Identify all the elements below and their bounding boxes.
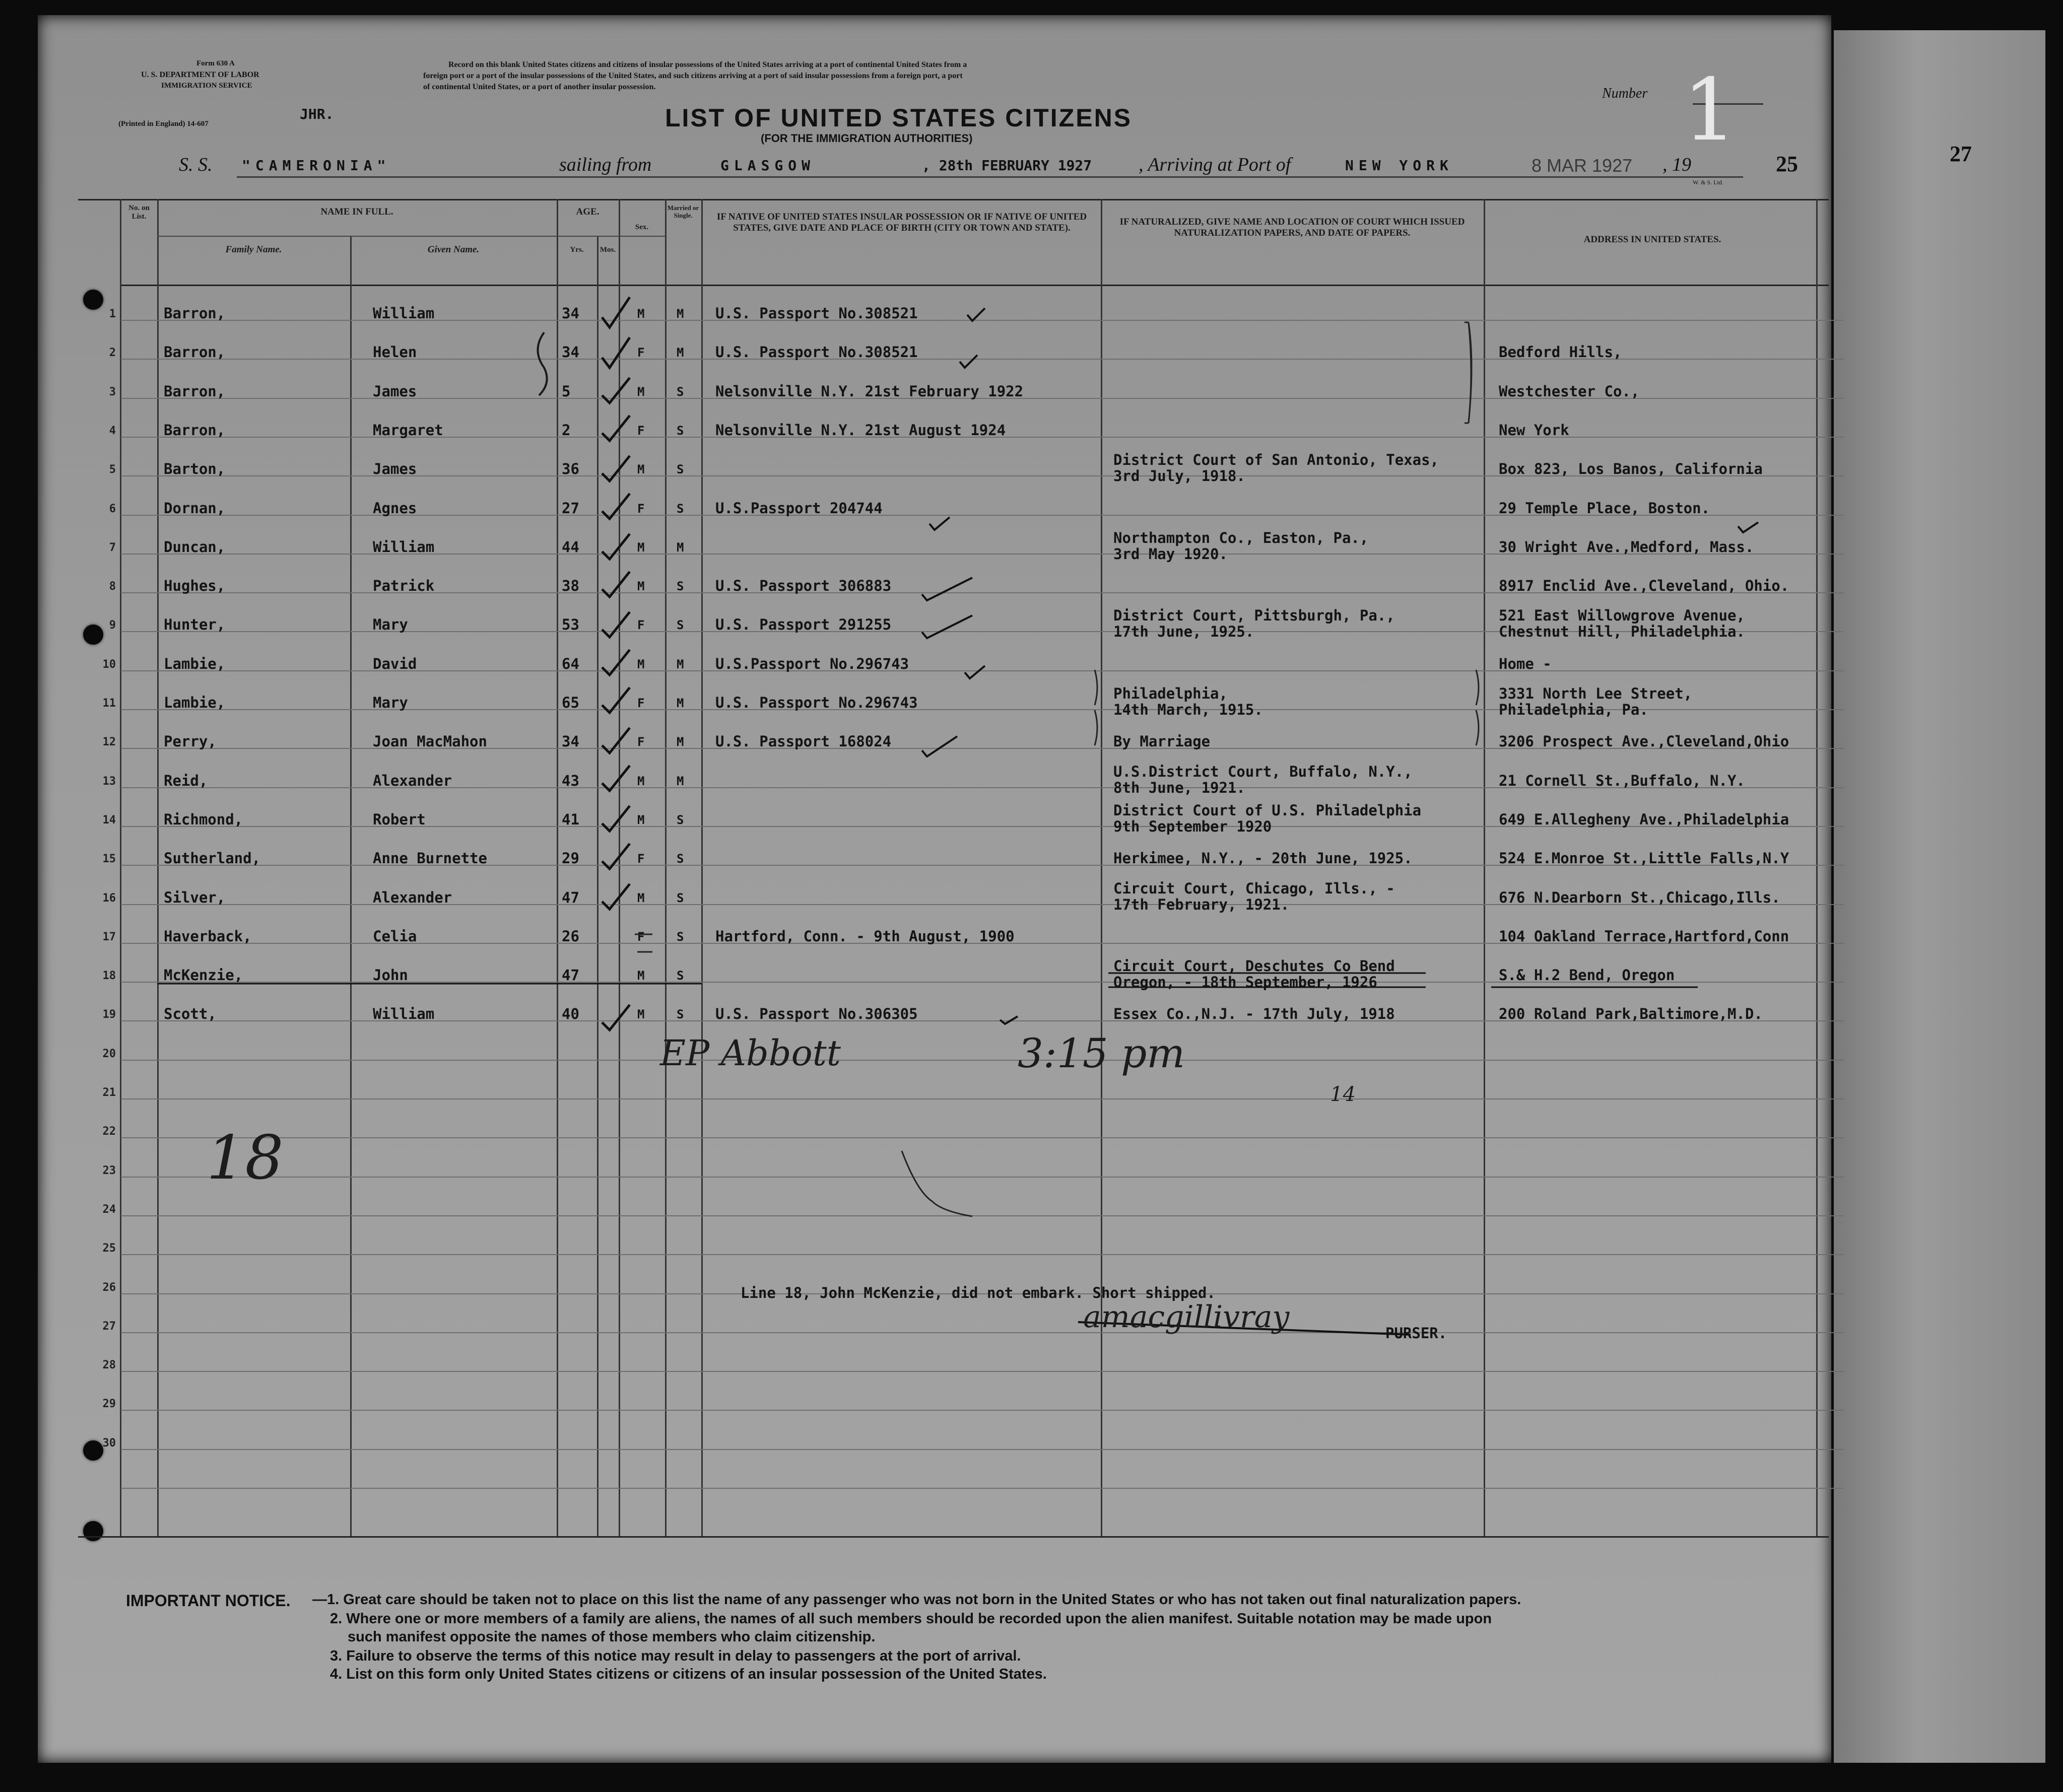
address-line1: 3206 Prospect Ave.,Cleveland,Ohio bbox=[1499, 733, 1789, 750]
sex: M bbox=[637, 774, 645, 788]
naturalization-line1: Philadelphia, bbox=[1113, 685, 1228, 702]
address-line1: 649 E.Allegheny Ave.,Philadelphia bbox=[1499, 811, 1789, 828]
given-name: William bbox=[373, 1005, 435, 1022]
birth-or-passport: U.S. Passport No.308521 bbox=[715, 343, 918, 361]
address-line1: Box 823, Los Banos, California bbox=[1499, 460, 1763, 477]
given-name: William bbox=[373, 305, 435, 322]
sex: F bbox=[637, 735, 645, 749]
age-years: 47 bbox=[562, 967, 579, 984]
header-yrs: Yrs. bbox=[570, 246, 584, 254]
row-number: 22 bbox=[102, 1125, 116, 1138]
age-years: 27 bbox=[562, 500, 579, 517]
page-stamp: 25 bbox=[1776, 152, 1798, 176]
marital-status: S bbox=[677, 579, 684, 593]
row-number: 26 bbox=[102, 1281, 116, 1294]
birth-or-passport: U.S. Passport No.296743 bbox=[715, 694, 918, 711]
purser-label: PURSER. bbox=[1385, 1325, 1447, 1342]
row-number: 16 bbox=[102, 892, 116, 905]
birth-or-passport: Nelsonville N.Y. 21st February 1922 bbox=[715, 383, 1024, 400]
marital-status: S bbox=[677, 969, 684, 983]
age-years: 47 bbox=[562, 889, 579, 906]
printed-note: (Printed in England) 14-607 bbox=[118, 120, 209, 128]
naturalization-line2: 9th September 1920 bbox=[1113, 818, 1272, 835]
given-name: Mary bbox=[373, 616, 408, 633]
sailing-date: , 28th FEBRUARY 1927 bbox=[922, 157, 1092, 174]
naturalization-line1: By Marriage bbox=[1113, 733, 1211, 750]
number-value: 1 bbox=[1683, 60, 1738, 160]
given-name: Joan MacMahon bbox=[373, 733, 487, 750]
header-no: No. on List. bbox=[128, 204, 150, 221]
birth-or-passport: U.S. Passport 291255 bbox=[715, 616, 892, 633]
notice-item-2: 2. Where one or more members of a family are aliens, the names of all such members should be recorded upon the alien manifest. Suitable notation may be made upon bbox=[330, 1611, 1492, 1627]
row-number: 8 bbox=[109, 580, 116, 593]
year-label: , 19 bbox=[1662, 154, 1691, 175]
naturalization-line1: Essex Co.,N.J. - 17th July, 1918 bbox=[1113, 1005, 1395, 1022]
birth-or-passport: U.S. Passport 306883 bbox=[715, 577, 892, 594]
marital-status: M bbox=[677, 307, 684, 321]
row-number: 13 bbox=[102, 775, 116, 788]
marital-status: M bbox=[677, 657, 684, 671]
instruction-line-1: Record on this blank United States citizens and citizens of insular possessions of the United States arriving at a port of continental United States from a bbox=[448, 60, 967, 69]
birth-or-passport: U.S.Passport No.296743 bbox=[715, 655, 909, 672]
address-line1: Westchester Co., bbox=[1499, 383, 1640, 400]
department: U. S. DEPARTMENT OF LABOR bbox=[141, 71, 259, 79]
marital-status: S bbox=[677, 813, 684, 827]
row-number: 17 bbox=[102, 931, 116, 943]
sex: F bbox=[637, 346, 645, 360]
row-number: 15 bbox=[102, 853, 116, 865]
instruction-line-3: of continental United States, or a port of another insular possession. bbox=[423, 83, 656, 91]
given-name: Margaret bbox=[373, 422, 443, 439]
row-number: 2 bbox=[109, 347, 116, 359]
naturalization-line1: Circuit Court, Chicago, Ills., - bbox=[1113, 880, 1395, 897]
row-number: 30 bbox=[102, 1437, 116, 1450]
handwritten-time: 3:15 pm bbox=[1018, 1030, 1185, 1077]
given-name: William bbox=[373, 538, 435, 556]
address-line1: 524 E.Monroe St.,Little Falls,N.Y bbox=[1499, 850, 1789, 867]
row-number: 9 bbox=[109, 619, 116, 632]
address-line1: 200 Roland Park,Baltimore,M.D. bbox=[1499, 1005, 1763, 1022]
address-line1: 8917 Enclid Ave.,Cleveland, Ohio. bbox=[1499, 577, 1789, 594]
family-name: Duncan, bbox=[164, 538, 226, 556]
marital-status: S bbox=[677, 852, 684, 866]
marital-status: M bbox=[677, 346, 684, 360]
address-line1: New York bbox=[1499, 422, 1569, 439]
naturalization-line1: U.S.District Court, Buffalo, N.Y., bbox=[1113, 763, 1413, 780]
family-name: Reid, bbox=[164, 772, 208, 789]
age-years: 2 bbox=[562, 422, 571, 439]
family-name: Barron, bbox=[164, 305, 226, 322]
number-label: Number bbox=[1602, 86, 1648, 101]
address-line2: Chestnut Hill, Philadelphia. bbox=[1499, 623, 1745, 640]
sex: F bbox=[637, 930, 645, 944]
sex: M bbox=[637, 891, 645, 905]
sex: M bbox=[637, 540, 645, 555]
family-name: Hunter, bbox=[164, 616, 226, 633]
notice-item-3: 3. Failure to observe the terms of this notice may result in delay to passengers at the port of arrival. bbox=[330, 1648, 1021, 1664]
age-years: 40 bbox=[562, 1005, 579, 1022]
family-name: Barton, bbox=[164, 460, 226, 477]
age-years: 5 bbox=[562, 383, 571, 400]
naturalization-line2: 3rd July, 1918. bbox=[1113, 467, 1245, 485]
age-years: 34 bbox=[562, 733, 579, 750]
age-years: 44 bbox=[562, 538, 579, 556]
naturalization-line1: District Court of San Antonio, Texas, bbox=[1113, 451, 1439, 468]
address-line1: 30 Wright Ave.,Medford, Mass. bbox=[1499, 538, 1754, 556]
printer-mark: W. & S. Ltd. bbox=[1693, 179, 1723, 186]
naturalization-line1: District Court, Pittsburgh, Pa., bbox=[1113, 607, 1395, 624]
birth-or-passport: Hartford, Conn. - 9th August, 1900 bbox=[715, 928, 1015, 945]
sex: M bbox=[637, 813, 645, 827]
naturalization-line1: Herkimee, N.Y., - 20th June, 1925. bbox=[1113, 850, 1413, 867]
family-name: Scott, bbox=[164, 1005, 217, 1022]
given-name: Patrick bbox=[373, 577, 435, 594]
row-number: 20 bbox=[102, 1048, 116, 1060]
birth-or-passport: U.S. Passport No.306305 bbox=[715, 1005, 918, 1022]
notice-item-2-cont: such manifest opposite the names of those members who claim citizenship. bbox=[348, 1629, 876, 1645]
row-number: 23 bbox=[102, 1164, 116, 1177]
footer-note: Line 18, John McKenzie, did not embark. Short shipped. bbox=[741, 1284, 1216, 1301]
page-number: 27 bbox=[1950, 142, 1972, 166]
sex: F bbox=[637, 618, 645, 632]
family-name: Silver, bbox=[164, 889, 226, 906]
given-name: David bbox=[373, 655, 417, 672]
row-number: 14 bbox=[102, 814, 116, 826]
marital-status: M bbox=[677, 774, 684, 788]
family-name: Haverback, bbox=[164, 928, 252, 945]
birth-or-passport: U.S.Passport 204744 bbox=[715, 500, 883, 517]
header-family-name: Family Name. bbox=[225, 244, 282, 255]
naturalization-line2: 3rd May 1920. bbox=[1113, 545, 1228, 563]
naturalization-line1: Northampton Co., Easton, Pa., bbox=[1113, 529, 1369, 546]
address-line1: 676 N.Dearborn St.,Chicago,Ills. bbox=[1499, 889, 1780, 906]
row-number: 27 bbox=[102, 1320, 116, 1333]
sex: F bbox=[637, 424, 645, 438]
row-number: 29 bbox=[102, 1398, 116, 1410]
header-name-in-full: NAME IN FULL. bbox=[320, 206, 393, 217]
row-number: 5 bbox=[109, 463, 116, 476]
address-line1: Bedford Hills, bbox=[1499, 343, 1622, 361]
ss-label: S. S. bbox=[179, 154, 213, 175]
family-name: McKenzie, bbox=[164, 967, 243, 984]
age-years: 36 bbox=[562, 460, 579, 477]
sailing-label: sailing from bbox=[559, 154, 652, 175]
naturalization-line1: Circuit Court, Deschutes Co Bend bbox=[1113, 957, 1395, 975]
given-name: Alexander bbox=[373, 889, 452, 906]
ship-name: "CAMERONIA" bbox=[242, 157, 391, 174]
family-name: Hughes, bbox=[164, 577, 226, 594]
age-years: 34 bbox=[562, 305, 579, 322]
given-name: Agnes bbox=[373, 500, 417, 517]
service: IMMIGRATION SERVICE bbox=[161, 82, 252, 90]
age-years: 53 bbox=[562, 616, 579, 633]
address-line1: 521 East Willowgrove Avenue, bbox=[1499, 607, 1745, 624]
marital-status: S bbox=[677, 385, 684, 399]
header-given-name: Given Name. bbox=[427, 244, 480, 255]
given-name: James bbox=[373, 383, 417, 400]
sex: M bbox=[637, 462, 645, 476]
age-years: 29 bbox=[562, 850, 579, 867]
naturalization-line2: 17th June, 1925. bbox=[1113, 623, 1254, 640]
address-line1: S.& H.2 Bend, Oregon bbox=[1499, 967, 1675, 984]
header-naturalized: IF NATURALIZED, GIVE NAME AND LOCATION OF COURT WHICH ISSUED NATURALIZATION PAPERS, AND DATE OF PAPERS. bbox=[1119, 217, 1465, 238]
age-years: 34 bbox=[562, 343, 579, 361]
family-name: Perry, bbox=[164, 733, 217, 750]
given-name: John bbox=[373, 967, 408, 984]
clerk-initials: JHR. bbox=[300, 106, 334, 122]
row-number: 19 bbox=[102, 1008, 116, 1021]
marital-status: S bbox=[677, 1007, 684, 1021]
handwritten-row20: EP Abbott bbox=[660, 1032, 841, 1074]
row-number: 18 bbox=[102, 970, 116, 982]
given-name: James bbox=[373, 460, 417, 477]
row-number: 3 bbox=[109, 386, 116, 398]
row-number: 21 bbox=[102, 1086, 116, 1099]
address-line2: Philadelphia, Pa. bbox=[1499, 701, 1648, 718]
birth-or-passport: U.S. Passport No.308521 bbox=[715, 305, 918, 322]
arrival-stamp: 8 MAR 1927 bbox=[1532, 155, 1633, 176]
family-name: Barron, bbox=[164, 383, 226, 400]
naturalization-line1: District Court of U.S. Philadelphia bbox=[1113, 802, 1422, 819]
header-address: ADDRESS IN UNITED STATES. bbox=[1583, 234, 1721, 245]
marital-status: S bbox=[677, 930, 684, 944]
family-name: Richmond, bbox=[164, 811, 243, 828]
naturalization-line2: Oregon, - 18th September, 1926 bbox=[1113, 974, 1377, 991]
purser-signature: amacgillivray bbox=[1083, 1299, 1290, 1335]
age-years: 65 bbox=[562, 694, 579, 711]
marital-status: S bbox=[677, 424, 684, 438]
birth-or-passport: Nelsonville N.Y. 21st August 1924 bbox=[715, 422, 1006, 439]
notice-item-1: —1. Great care should be taken not to place on this list the name of any passenger who was not born in the United States or who has not taken out final naturalization papers. bbox=[312, 1592, 1521, 1608]
notice-heading: IMPORTANT NOTICE. bbox=[126, 1592, 291, 1610]
family-name: Barron, bbox=[164, 422, 226, 439]
given-name: Helen bbox=[373, 343, 417, 361]
row-number: 10 bbox=[102, 658, 116, 671]
naturalization-line2: 14th March, 1915. bbox=[1113, 701, 1263, 718]
age-years: 43 bbox=[562, 772, 579, 789]
age-years: 38 bbox=[562, 577, 579, 594]
header-sex: Sex. bbox=[635, 223, 649, 231]
marital-status: M bbox=[677, 696, 684, 710]
page-subtitle: (FOR THE IMMIGRATION AUTHORITIES) bbox=[761, 132, 973, 145]
address-line1: Home - bbox=[1499, 655, 1552, 672]
given-name: Robert bbox=[373, 811, 426, 828]
family-name: Barron, bbox=[164, 343, 226, 361]
arriving-label: , Arriving at Port of bbox=[1139, 154, 1291, 175]
marital-status: M bbox=[677, 540, 684, 555]
row-number: 7 bbox=[109, 541, 116, 554]
row-number: 25 bbox=[102, 1242, 116, 1255]
row-number: 4 bbox=[109, 425, 116, 437]
age-years: 64 bbox=[562, 655, 579, 672]
marital-status: S bbox=[677, 462, 684, 476]
given-name: Anne Burnette bbox=[373, 850, 487, 867]
handwritten-count: 18 bbox=[207, 1123, 284, 1193]
naturalization-line2: 17th February, 1921. bbox=[1113, 896, 1290, 913]
marital-status: S bbox=[677, 618, 684, 632]
page-title: LIST OF UNITED STATES CITIZENS bbox=[665, 104, 1133, 132]
notice-item-4: 4. List on this form only United States citizens or citizens of an insular possession of the United States. bbox=[330, 1666, 1047, 1682]
row-number: 28 bbox=[102, 1359, 116, 1371]
marital-status: M bbox=[677, 735, 684, 749]
header-mos: Mos. bbox=[600, 246, 616, 254]
row-number: 6 bbox=[109, 503, 116, 515]
header-native: IF NATIVE OF UNITED STATES INSULAR POSSESSION OR IF NATIVE OF UNITED STATES, GIVE DATE AND PLACE OF BIRTH (CITY OR TOWN AND STATE). bbox=[716, 212, 1087, 233]
sex: M bbox=[637, 307, 645, 321]
given-name: Celia bbox=[373, 928, 417, 945]
birth-or-passport: U.S. Passport 168024 bbox=[715, 733, 892, 750]
row-number: 1 bbox=[109, 308, 116, 320]
form-number: Form 630 A bbox=[196, 59, 235, 67]
row-number: 24 bbox=[102, 1203, 116, 1216]
sex: M bbox=[637, 657, 645, 671]
handwritten-mark: 14 bbox=[1330, 1083, 1356, 1106]
marital-status: S bbox=[677, 891, 684, 905]
family-name: Sutherland, bbox=[164, 850, 261, 867]
sex: M bbox=[637, 579, 645, 593]
given-name: Alexander bbox=[373, 772, 452, 789]
given-name: Mary bbox=[373, 694, 408, 711]
row-number: 12 bbox=[102, 736, 116, 748]
age-years: 26 bbox=[562, 928, 579, 945]
header-age: AGE. bbox=[576, 206, 600, 217]
address-line1: 21 Cornell St.,Buffalo, N.Y. bbox=[1499, 772, 1745, 789]
marital-status: S bbox=[677, 502, 684, 516]
age-years: 41 bbox=[562, 811, 579, 828]
sex: F bbox=[637, 502, 645, 516]
header-married: Married or Single. bbox=[667, 204, 699, 219]
instruction-line-2: foreign port or a port of the insular possessions of the United States, and such citizens arriving at a port of said insular possessions from a foreign port, a port bbox=[423, 72, 963, 80]
row-number: 11 bbox=[102, 697, 116, 710]
sex: F bbox=[637, 696, 645, 710]
sex: M bbox=[637, 1007, 645, 1021]
naturalization-line2: 8th June, 1921. bbox=[1113, 779, 1245, 796]
port-to: NEW YORK bbox=[1345, 157, 1453, 174]
sex: M bbox=[637, 969, 645, 983]
sex: M bbox=[637, 385, 645, 399]
family-name: Lambie, bbox=[164, 655, 226, 672]
family-name: Dornan, bbox=[164, 500, 226, 517]
port-from: GLASGOW bbox=[720, 157, 816, 174]
address-line1: 29 Temple Place, Boston. bbox=[1499, 500, 1710, 517]
address-line1: 104 Oakland Terrace,Hartford,Conn bbox=[1499, 928, 1789, 945]
sex: F bbox=[637, 852, 645, 866]
address-line1: 3331 North Lee Street, bbox=[1499, 685, 1693, 702]
family-name: Lambie, bbox=[164, 694, 226, 711]
